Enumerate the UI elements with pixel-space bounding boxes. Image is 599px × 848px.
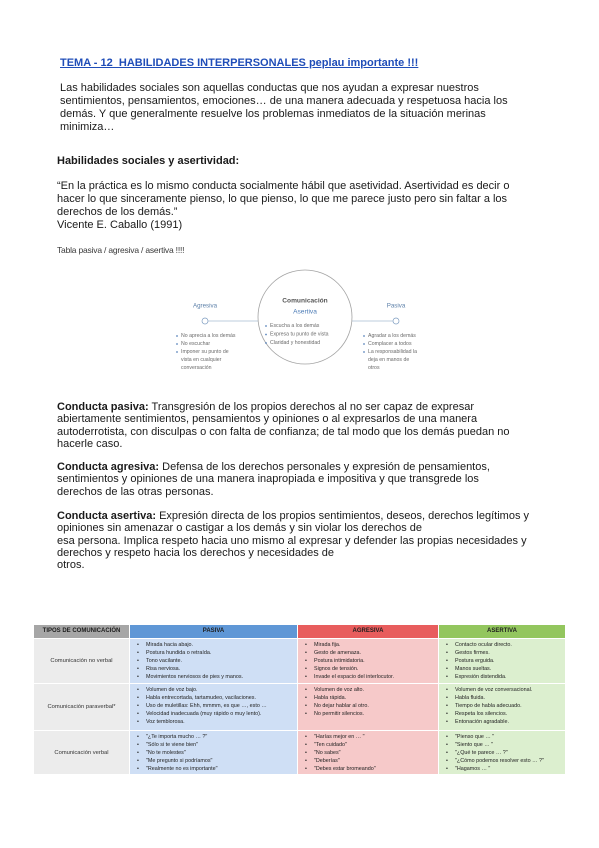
asertiva-item: Claridad y honestidad bbox=[270, 340, 321, 346]
bullet-item: • "Hagamos … " bbox=[439, 765, 565, 773]
bullet-item: • Mirada fija. bbox=[298, 641, 438, 649]
intro-paragraph bbox=[60, 82, 508, 134]
conducta-label: Conducta agresiva: bbox=[57, 460, 160, 473]
paragraph-line: abiertamente sentimientos, pensamientos y opiniones o al expresarlos de una manera bbox=[57, 413, 478, 426]
header-agresiva: AGRESIVA bbox=[298, 625, 438, 638]
bullet-dot bbox=[265, 334, 267, 336]
paragraph-line: sentimientos, pensamientos, emociones… de una manera adecuada y respetuosa hacia los bbox=[60, 94, 508, 107]
asertiva-title: Comunicación bbox=[282, 297, 328, 305]
bullet-item: • Invade el espacio del interlocutor. bbox=[298, 673, 438, 681]
cell-asertiva bbox=[439, 639, 565, 683]
bullet-item: • "Harías mejor en … " bbox=[298, 733, 438, 741]
bullet-item: • No permitir silencios. bbox=[298, 710, 438, 718]
section-heading: Habilidades sociales y asertividad: bbox=[57, 154, 240, 167]
bullet-item: • Entonación agradable. bbox=[439, 718, 565, 726]
bullet-item: • "¿Qué te parece … ?" bbox=[439, 749, 565, 757]
header-tipos: TIPOS DE COMUNICACIÓN bbox=[34, 625, 129, 638]
cell-agresiva bbox=[298, 684, 438, 730]
conducta-label: Conducta asertiva: bbox=[57, 509, 157, 522]
paragraph-line: demás. Y que generalmente resuelve los problemas inmediatos de la situación merinas bbox=[60, 107, 486, 120]
agresiva-item-continued: conversación bbox=[181, 365, 212, 371]
table-note: Tabla pasiva / agresiva / asertiva !!!! bbox=[57, 245, 185, 255]
cell-pasiva bbox=[130, 639, 297, 683]
bullet-dot bbox=[265, 325, 267, 327]
bullet-item: • "Siento que … " bbox=[439, 741, 565, 749]
page-title: TEMA - 12 HABILIDADES INTERPERSONALES peplau importante !!! bbox=[60, 56, 419, 69]
bullet-item: • Tiempo de habla adecuado. bbox=[439, 702, 565, 710]
bullet-item: • Tono vacilante. bbox=[130, 657, 297, 665]
bullet-item: • Habla rápida. bbox=[298, 694, 438, 702]
row-type-label: Comunicación paraverbal* bbox=[47, 704, 116, 710]
bullet-item: • "Debes estar bromeando" bbox=[298, 765, 438, 773]
bullet-item: • Expresión distendida. bbox=[439, 673, 565, 681]
row-type-cell bbox=[34, 684, 129, 730]
bullet-dot bbox=[363, 335, 365, 337]
paragraph-line: autoderrotista, con disculpas o con falta de confianza; de tal modo que los demás puedan no bbox=[57, 425, 510, 438]
conducta-asertiva-paragraph bbox=[57, 510, 529, 572]
bullet-dot bbox=[176, 343, 178, 345]
quote-line: derechos de los demás.” bbox=[57, 205, 178, 218]
asertiva-item: Escucha a los demás bbox=[270, 323, 320, 329]
bullet-dot bbox=[363, 351, 365, 353]
paragraph-line: minimiza… bbox=[60, 120, 115, 133]
paragraph-text: Defensa de los derechos personales y expresión de pensamientos, bbox=[162, 460, 490, 473]
row-type-label: Comunicación no verbal bbox=[50, 658, 113, 664]
agresiva-item: Imponer su punto de bbox=[181, 349, 229, 355]
paragraph-line: derechos y respeto hacia los derechos y necesidades de bbox=[57, 547, 335, 560]
bullet-item: • No dejar hablar al otro. bbox=[298, 702, 438, 710]
bullet-item: • "Ten cuidado" bbox=[298, 741, 438, 749]
cell-asertiva bbox=[439, 731, 565, 774]
pasiva-node bbox=[393, 318, 399, 324]
asertiva-item: Expresa tu punto de vista bbox=[270, 331, 329, 338]
bullet-item: • Gestos firmes. bbox=[439, 649, 565, 657]
bullet-item: • "¿Te importa mucho … ?" bbox=[130, 733, 297, 741]
communication-types-table bbox=[34, 625, 565, 774]
header-asertiva: ASERTIVA bbox=[439, 625, 565, 638]
cell-agresiva bbox=[298, 639, 438, 683]
cell-asertiva bbox=[439, 684, 565, 730]
asertiva-label: Asertiva bbox=[293, 308, 317, 316]
paragraph-text: Expresión directa de los propios sentimientos, deseos, derechos legítimos y bbox=[159, 509, 530, 522]
communication-styles-diagram bbox=[165, 265, 445, 380]
asertiva-circle bbox=[258, 270, 352, 364]
agresiva-node bbox=[202, 318, 208, 324]
paragraph-line: derechos de las otras personas. bbox=[57, 485, 214, 498]
paragraph-line: otros. bbox=[57, 559, 85, 572]
bullet-item: • Signos de tensión. bbox=[298, 665, 438, 673]
bullet-dot bbox=[265, 342, 267, 344]
paragraph-line: hacerle caso. bbox=[57, 438, 123, 451]
header-pasiva: PASIVA bbox=[130, 625, 297, 638]
paragraph-line bbox=[57, 510, 529, 522]
agresiva-item-continued: vista en cualquier bbox=[181, 357, 222, 363]
agresiva-item: No escuchar bbox=[181, 341, 211, 347]
bullet-item: • Gesto de amenaza. bbox=[298, 649, 438, 657]
paragraph-line: sentimientos y opiniones de una manera inapropiada e impositiva y que transgrede los bbox=[57, 473, 479, 486]
bullet-item: • "¿Cómo podemos resolver esto … ?" bbox=[439, 757, 565, 765]
bullet-item: • "Sólo si te viene bien" bbox=[130, 741, 297, 749]
pasiva-item: Complacer a todos bbox=[368, 341, 412, 347]
bullet-item: • "Deberías" bbox=[298, 757, 438, 765]
quote-line: “En la práctica es lo mismo conducta socialmente hábil que asetividad. Asertividad es decir o bbox=[57, 179, 510, 192]
quote-block bbox=[57, 180, 509, 232]
quote-text bbox=[57, 180, 509, 219]
bullet-item: • Volumen de voz bajo. bbox=[130, 686, 297, 694]
paragraph-line: opiniones sin amenazar o castigar a los demás y sin violar los derechos de bbox=[57, 522, 423, 535]
bullet-item: • Postura intimidatoria. bbox=[298, 657, 438, 665]
paragraph-line: Las habilidades sociales son aquellas conductas que nos ayudan a expresar nuestros bbox=[60, 81, 479, 94]
bullet-item: • "Realmente no es importante" bbox=[130, 765, 297, 773]
bullet-item: • Postura hundida o retraída. bbox=[130, 649, 297, 657]
bullet-item: • Habla entrecortada, tartamudeo, vacilaciones. bbox=[130, 694, 297, 702]
quote-author: Vicente E. Caballo (1991) bbox=[57, 218, 183, 231]
row-type-label: Comunicación verbal bbox=[54, 749, 109, 756]
bullet-dot bbox=[176, 351, 178, 353]
cell-pasiva bbox=[130, 684, 297, 730]
agresiva-item: No aprecia a los demás bbox=[181, 333, 236, 339]
conducta-label: Conducta pasiva: bbox=[57, 400, 149, 413]
bullet-item: • "Me pregunto si podríamos" bbox=[130, 757, 297, 765]
paragraph-line bbox=[57, 461, 490, 473]
bullet-item: • "Pienso que … " bbox=[439, 733, 565, 741]
bullet-item: • Contacto ocular directo. bbox=[439, 641, 565, 649]
bullet-item: • "No sabes" bbox=[298, 749, 438, 757]
bullet-item: • Habla fluida. bbox=[439, 694, 565, 702]
quote-line: hacer lo que sinceramente pienso, lo que pienso, lo que me parece justo pero sin faltar a los bbox=[57, 192, 508, 205]
agresiva-label: Agresiva bbox=[192, 302, 218, 310]
bullet-item: • Risa nerviosa. bbox=[130, 665, 297, 673]
bullet-item: • Uso de muletillas: Ehh, mmmm, es que …, esto … bbox=[130, 702, 297, 710]
bullet-item: • Volumen de voz alto. bbox=[298, 686, 438, 694]
pasiva-label: Pasiva bbox=[386, 302, 406, 310]
row-type-cell bbox=[34, 639, 129, 683]
pasiva-item-continued: deja en manos de bbox=[368, 357, 410, 363]
paragraph-text: Transgresión de los propios derechos al no ser capaz de expresar bbox=[151, 400, 474, 413]
cell-pasiva bbox=[130, 731, 297, 774]
bullet-item: • Velocidad inadecuada (muy rápido o muy lento). bbox=[130, 710, 297, 718]
conducta-pasiva-paragraph bbox=[57, 401, 510, 451]
pasiva-item: La responsabilidad la bbox=[368, 349, 418, 355]
bullet-item: • Voz temblorosa. bbox=[130, 718, 297, 726]
bullet-item: • Postura erguida. bbox=[439, 657, 565, 665]
pasiva-item: Agradar a los demás bbox=[368, 333, 416, 339]
bullet-item: • "No te molestes" bbox=[130, 749, 297, 757]
cell-agresiva bbox=[298, 731, 438, 774]
bullet-item: • Volumen de voz conversacional. bbox=[439, 686, 565, 694]
row-type-cell bbox=[34, 731, 129, 774]
bullet-dot bbox=[363, 343, 365, 345]
pasiva-item-continued: otros bbox=[368, 365, 380, 371]
bullet-item: • Manos sueltas. bbox=[439, 665, 565, 673]
bullet-item: • Movimientos nerviosos de pies y manos. bbox=[130, 673, 297, 681]
bullet-item: • Mirada hacia abajo. bbox=[130, 641, 297, 649]
bullet-dot bbox=[176, 335, 178, 337]
paragraph-line bbox=[57, 401, 510, 413]
bullet-item: • Respeta los silencios. bbox=[439, 710, 565, 718]
paragraph-line: esa persona. Implica respeto hacia uno mismo al expresar y defender las propias necesidades y bbox=[57, 534, 527, 547]
conducta-agresiva-paragraph bbox=[57, 461, 490, 498]
